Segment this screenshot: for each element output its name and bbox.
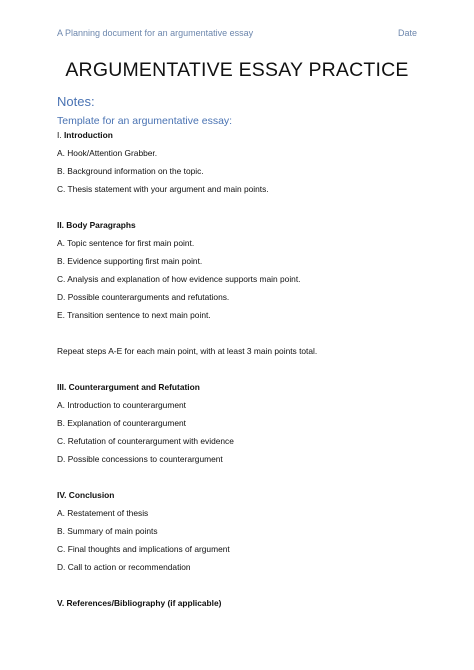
counterargument-item-d: D. Possible concessions to counterargument [57, 454, 223, 464]
conclusion-item-c: C. Final thoughts and implications of argument [57, 544, 230, 554]
section-references-heading: V. References/Bibliography (if applicable) [57, 598, 222, 608]
document-title: ARGUMENTATIVE ESSAY PRACTICE [65, 59, 409, 81]
notes-heading: Notes: [57, 94, 95, 109]
body-item-c: C. Analysis and explanation of how evidence supports main point. [57, 274, 301, 284]
body-item-a: A. Topic sentence for first main point. [57, 238, 195, 248]
section-body-heading: II. Body Paragraphs [57, 220, 136, 230]
introduction-item-b: B. Background information on the topic. [57, 166, 204, 176]
body-item-b: B. Evidence supporting first main point. [57, 256, 203, 266]
section-conclusion-heading: IV. Conclusion [57, 490, 115, 500]
section-introduction-prefix: I. [57, 130, 64, 140]
header-date: Date [397, 28, 417, 38]
counterargument-item-c: C. Refutation of counterargument with evidence [57, 436, 234, 446]
header-description: A Planning document for an argumentative essay [57, 28, 254, 38]
conclusion-item-b: B. Summary of main points [57, 526, 158, 536]
body-repeat-note: Repeat steps A-E for each main point, with at least 3 main points total. [57, 346, 318, 356]
body-item-e: E. Transition sentence to next main point. [57, 310, 211, 320]
conclusion-item-d: D. Call to action or recommendation [57, 562, 191, 572]
section-introduction-title: Introduction [63, 130, 113, 140]
introduction-item-c: C. Thesis statement with your argument and main points. [57, 184, 269, 194]
section-introduction-heading [57, 130, 427, 140]
document-body [57, 94, 427, 608]
counterargument-item-a: A. Introduction to counterargument [57, 400, 186, 410]
counterargument-item-b: B. Explanation of counterargument [57, 418, 186, 428]
template-heading: Template for an argumentative essay: [57, 115, 233, 127]
introduction-item-a: A. Hook/Attention Grabber. [57, 148, 158, 158]
body-item-d: D. Possible counterarguments and refutations. [57, 292, 230, 302]
conclusion-item-a: A. Restatement of thesis [57, 508, 149, 518]
section-counterargument-heading: III. Counterargument and Refutation [57, 382, 200, 392]
